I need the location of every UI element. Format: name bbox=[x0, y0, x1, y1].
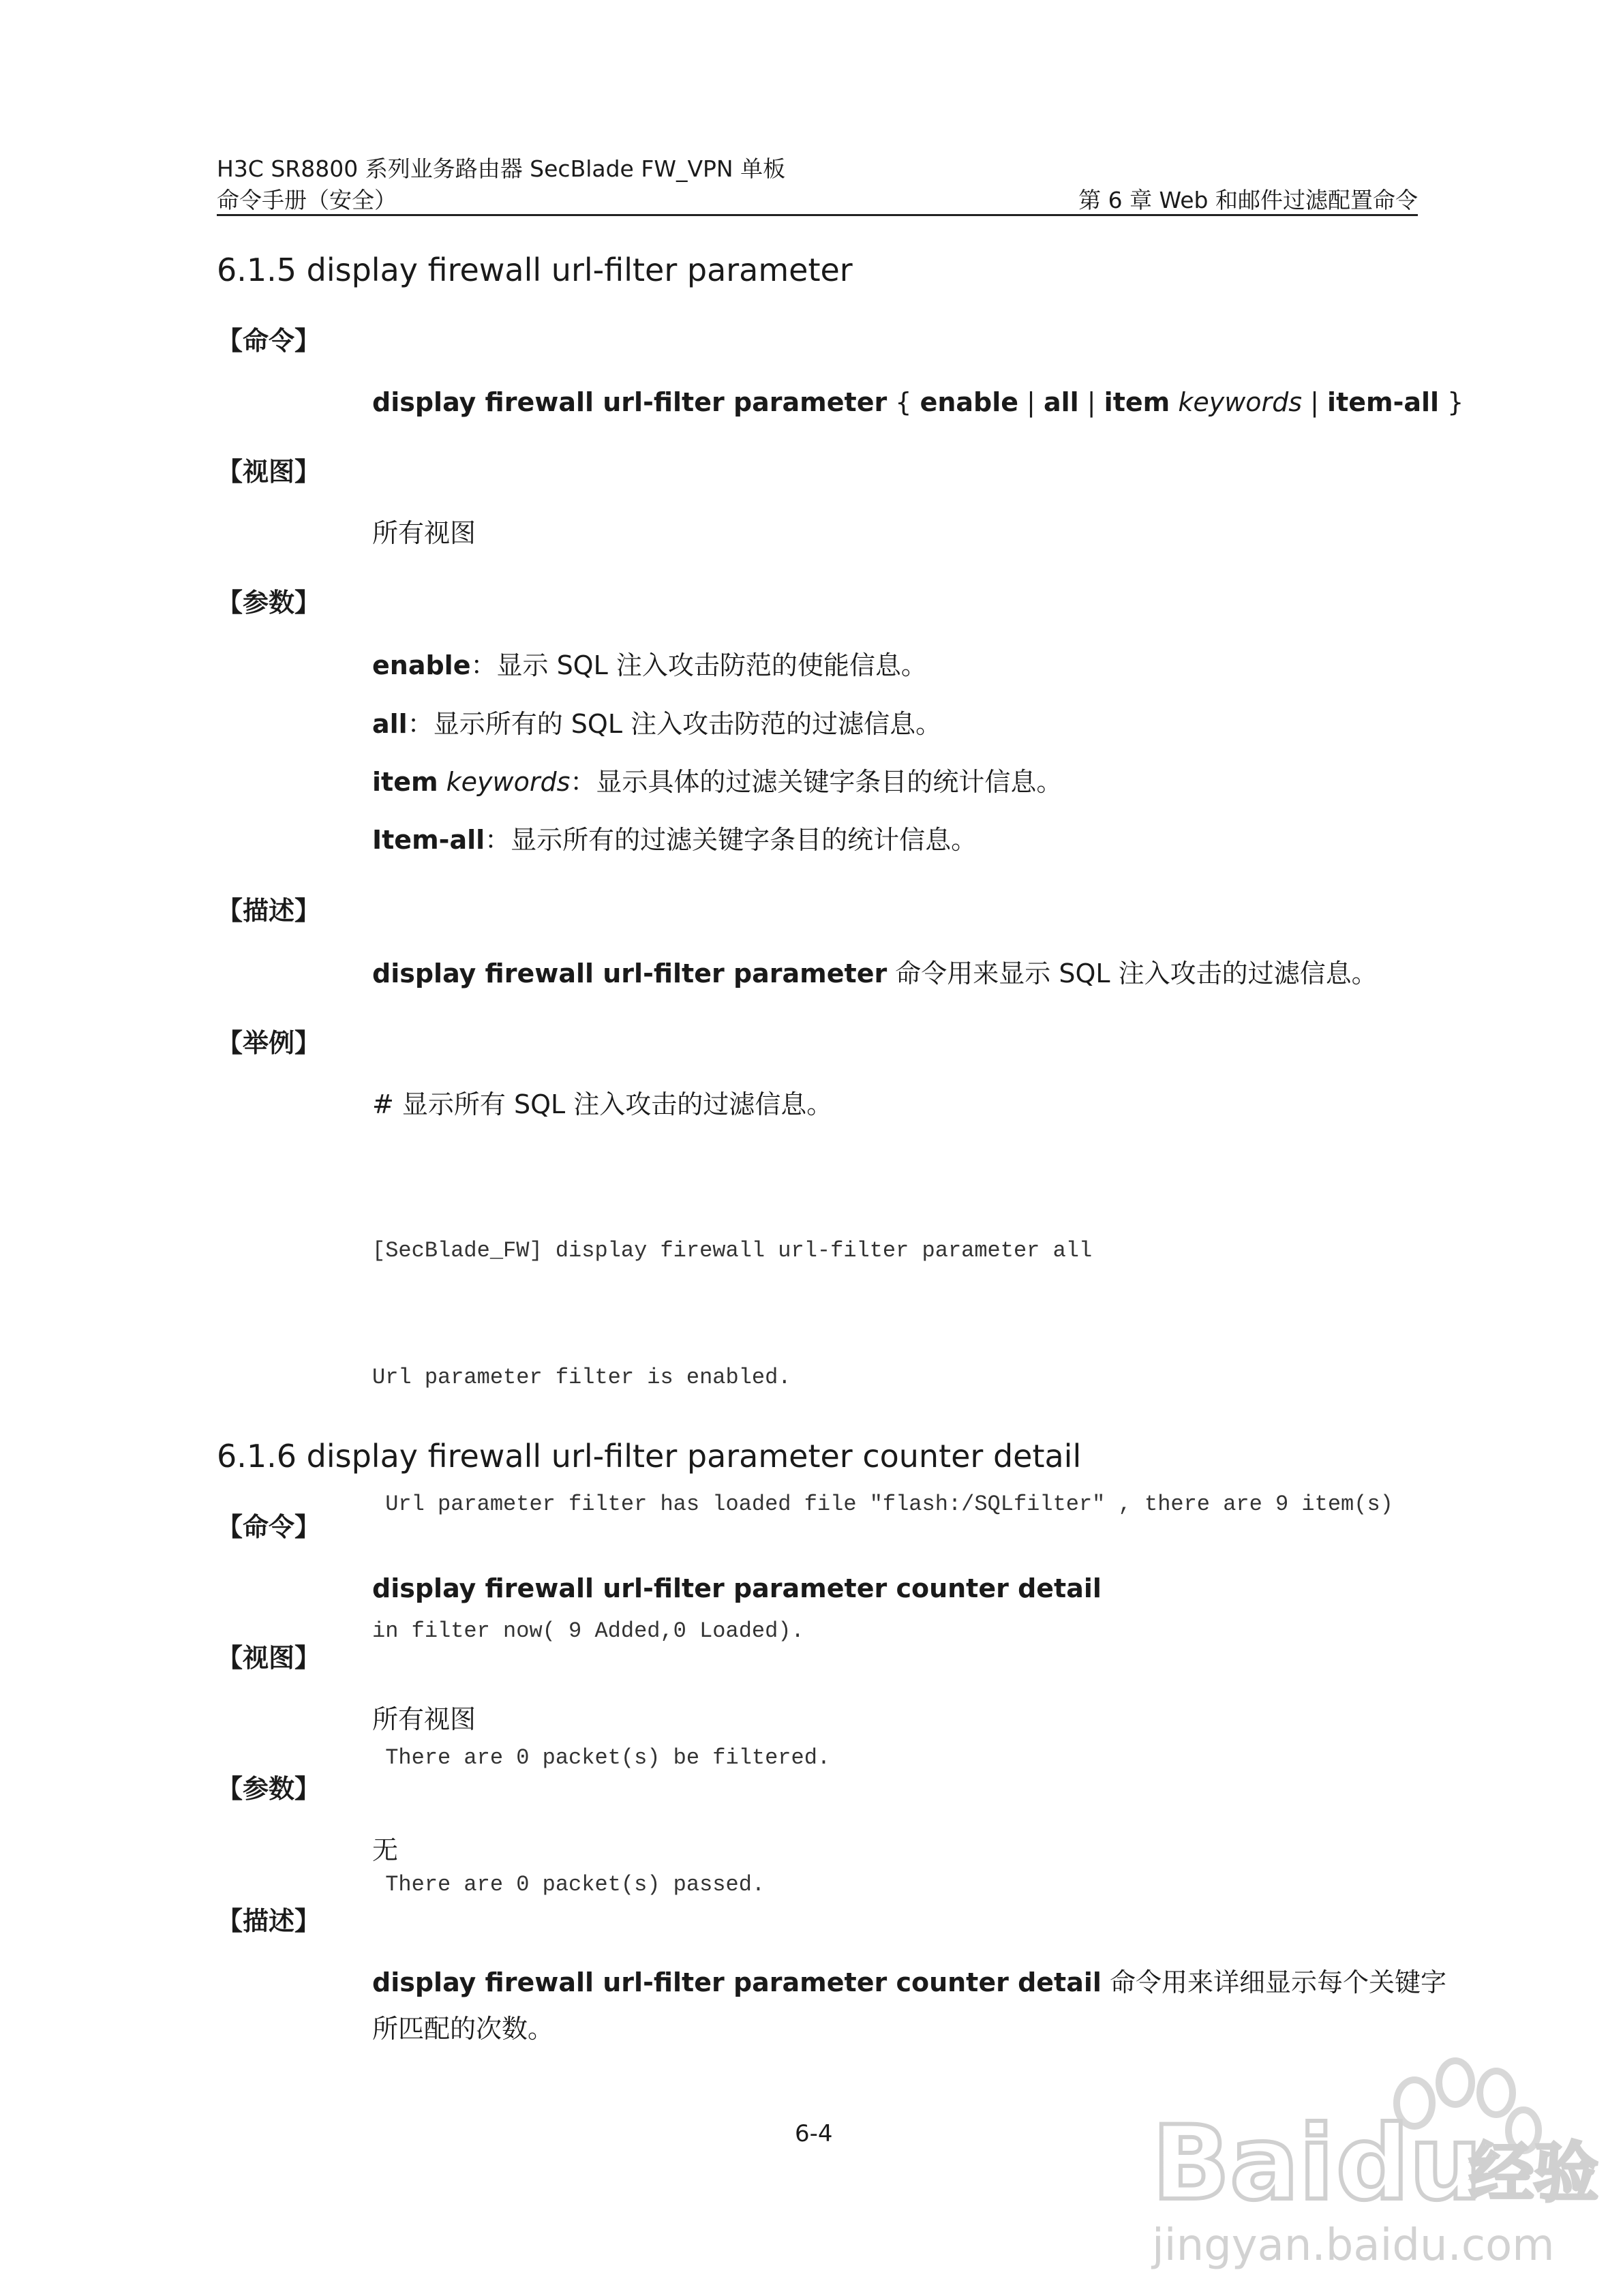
desc-body: 命令用来显示 SQL 注入攻击的过滤信息。 bbox=[887, 958, 1378, 988]
watermark-jingyan: 经验 bbox=[1469, 2136, 1599, 2211]
param-key: all bbox=[372, 709, 408, 739]
description-text-cont: 所匹配的次数。 bbox=[372, 2014, 554, 2044]
param-desc: 显示所有的 SQL 注入攻击防范的过滤信息。 bbox=[433, 709, 942, 739]
view-text: 所有视图 bbox=[372, 518, 476, 548]
cmd-sep: { bbox=[887, 387, 920, 417]
cmd-sep: | bbox=[1302, 387, 1328, 417]
desc-command: display firewall url-filter parameter counter detail bbox=[372, 1967, 1102, 1997]
label-view: 【视图】 bbox=[217, 457, 321, 487]
param-sep: ： bbox=[485, 825, 511, 855]
param-sep: ： bbox=[570, 767, 596, 797]
header-title: H3C SR8800 系列业务路由器 SecBlade FW_VPN 单板 bbox=[217, 155, 786, 182]
example-code-block bbox=[372, 1145, 1393, 1948]
code-line: There are 0 packet(s) passed. bbox=[372, 1872, 765, 1897]
label-parameters: 【参数】 bbox=[217, 588, 321, 618]
command-syntax bbox=[372, 384, 1463, 420]
param-all bbox=[372, 706, 941, 742]
command-syntax: display firewall url-filter parameter counter detail bbox=[372, 1573, 1102, 1603]
label-command: 【命令】 bbox=[217, 1512, 321, 1542]
example-intro: # 显示所有 SQL 注入攻击的过滤信息。 bbox=[372, 1089, 833, 1119]
header-chapter: 第 6 章 Web 和邮件过滤配置命令 bbox=[1078, 187, 1418, 213]
desc-command: display firewall url-filter parameter bbox=[372, 958, 888, 988]
watermark-url: jingyan.baidu.com bbox=[1152, 2220, 1555, 2271]
header-divider bbox=[217, 214, 1418, 216]
code-line: in filter now( 9 Added,0 Loaded). bbox=[372, 1618, 804, 1644]
label-command: 【命令】 bbox=[217, 326, 321, 356]
param-arg: keywords bbox=[446, 767, 571, 797]
cmd-sep: } bbox=[1439, 387, 1464, 417]
param-item-all bbox=[372, 822, 977, 858]
cmd-opt-item: item bbox=[1104, 387, 1170, 417]
code-line: Url parameter filter is enabled. bbox=[372, 1365, 791, 1390]
param-sep: ： bbox=[407, 709, 434, 739]
cmd-sep: | bbox=[1018, 387, 1044, 417]
cmd-opt-item-all: item-all bbox=[1327, 387, 1440, 417]
header-subtitle: 命令手册（安全） bbox=[217, 187, 397, 213]
baidu-watermark-logo bbox=[1132, 2055, 1609, 2280]
param-desc: 显示所有的过滤关键字条目的统计信息。 bbox=[511, 825, 977, 855]
section-title-615: 6.1.5 display firewall url-filter parameter bbox=[217, 252, 853, 288]
watermark-brand-du: du bbox=[1336, 2104, 1483, 2223]
param-item bbox=[372, 764, 1062, 800]
param-enable bbox=[372, 648, 927, 683]
desc-body: 命令用来详细显示每个关键字 bbox=[1101, 1967, 1447, 1997]
description-text bbox=[372, 1965, 1446, 2000]
code-line: There are 0 packet(s) be filtered. bbox=[372, 1745, 831, 1770]
cmd-opt-all: all bbox=[1044, 387, 1079, 417]
param-key: Item-all bbox=[372, 825, 485, 855]
watermark-brand: Bai bbox=[1152, 2104, 1334, 2223]
param-key: enable bbox=[372, 650, 471, 680]
cmd-sep: | bbox=[1078, 387, 1104, 417]
label-parameters: 【参数】 bbox=[217, 1774, 321, 1804]
label-description: 【描述】 bbox=[217, 896, 321, 926]
param-desc: 显示具体的过滤关键字条目的统计信息。 bbox=[596, 767, 1063, 797]
page-number: 6-4 bbox=[795, 2120, 833, 2147]
cmd-keyword: display firewall url-filter parameter bbox=[372, 387, 888, 417]
description-text bbox=[372, 956, 1378, 991]
param-desc: 显示 SQL 注入攻击防范的使能信息。 bbox=[496, 650, 927, 680]
param-none: 无 bbox=[372, 1835, 399, 1865]
label-example: 【举例】 bbox=[217, 1028, 321, 1058]
label-view: 【视图】 bbox=[217, 1643, 321, 1673]
param-key: item bbox=[372, 767, 438, 797]
label-description: 【描述】 bbox=[217, 1906, 321, 1936]
code-line: Url parameter filter has loaded file "flash:/SQLfilter" , there are 9 item(s) bbox=[372, 1492, 1393, 1517]
param-sep: ： bbox=[470, 650, 497, 680]
cmd-opt-enable: enable bbox=[920, 387, 1019, 417]
view-text: 所有视图 bbox=[372, 1704, 476, 1734]
code-line: [SecBlade_FW] display firewall url-filter parameter all bbox=[372, 1238, 1093, 1263]
cmd-sep bbox=[1170, 387, 1178, 417]
section-title-616: 6.1.6 display firewall url-filter parameter counter detail bbox=[217, 1438, 1082, 1475]
cmd-arg-keywords: keywords bbox=[1178, 387, 1303, 417]
